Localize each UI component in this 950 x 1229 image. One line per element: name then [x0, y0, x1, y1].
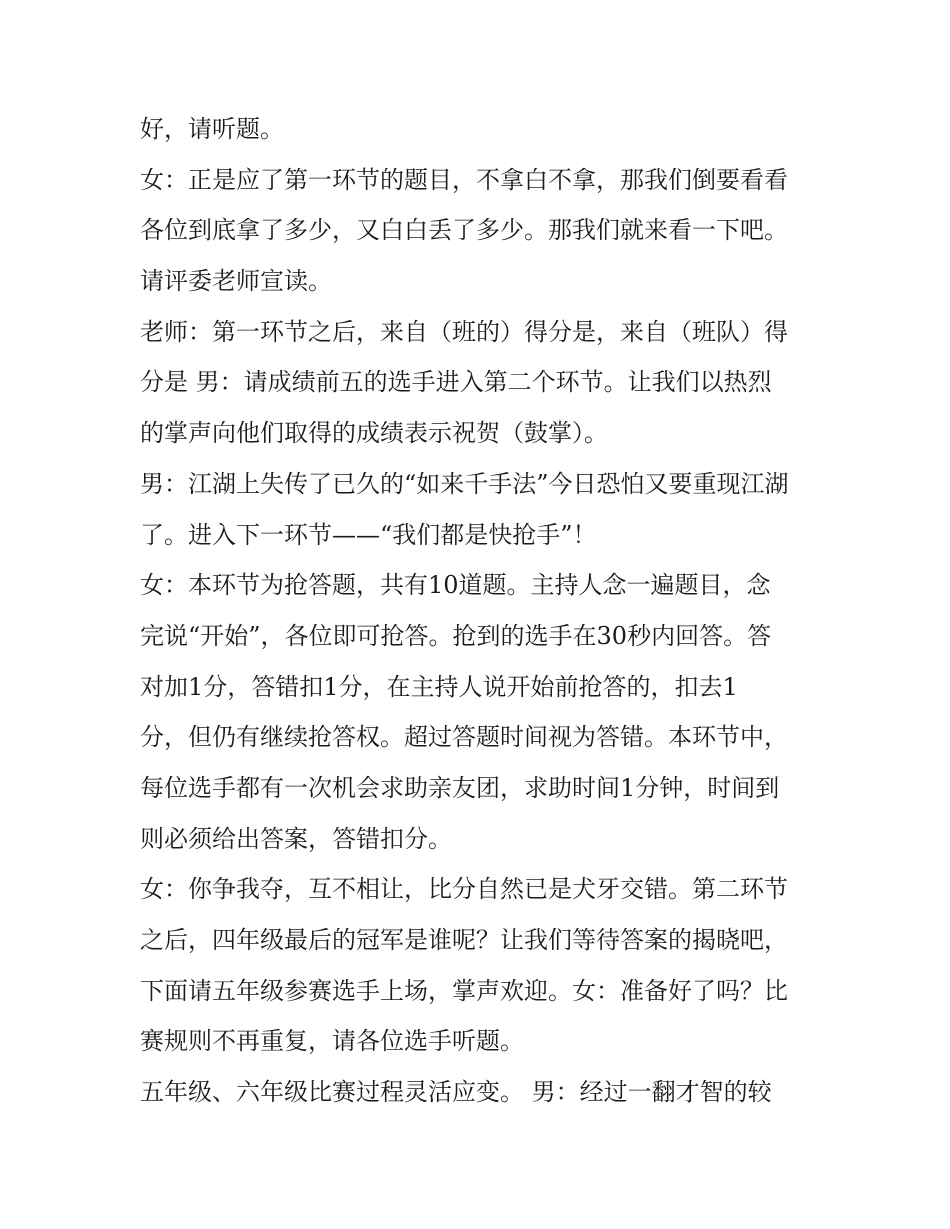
text-line: 男：江湖上失传了已久的“如来千手法”今日恐怕又要重现江湖	[140, 469, 789, 498]
text-line: 请评委老师宣读。	[140, 267, 332, 296]
text-line: 分，但仍有继续抢答权。超过答题时间视为答错。本环节中，	[140, 723, 788, 752]
text-line: 下面请五年级参赛选手上场，掌声欢迎。女：准备好了吗？比	[140, 976, 788, 1005]
text-line: 女：正是应了第一环节的题目，不拿白不拿，那我们倒要看看	[140, 165, 788, 194]
text-line: 老师：第一环节之后，来自（班的）得分是，来自（班队）得	[140, 317, 788, 346]
text-line: 对加1分，答错扣1分，在主持人说开始前抢答的，扣去1	[140, 672, 738, 701]
text-line: 五年级、六年级比赛过程灵活应变。 男：经过一翻才智的较	[140, 1078, 772, 1107]
text-line: 赛规则不再重复，请各位选手听题。	[140, 1027, 524, 1056]
text-line: 之后，四年级最后的冠军是谁呢？让我们等待答案的揭晓吧，	[140, 926, 788, 954]
text-line: 好，请听题。	[140, 115, 284, 143]
text-line: 各位到底拿了多少，又白白丢了多少。那我们就来看一下吧。	[140, 216, 788, 245]
text-line: 女：你争我夺，互不相让，比分自然已是犬牙交错。第二环节	[140, 875, 788, 904]
text-line: 女：本环节为抢答题，共有10道题。主持人念一遍题目，念	[140, 571, 771, 600]
text-line: 完说“开始”，各位即可抢答。抢到的选手在30秒内回答。答	[140, 621, 772, 650]
text-line: 每位选手都有一次机会求助亲友团，求助时间1分钟，时间到	[140, 773, 780, 802]
document-body	[140, 104, 830, 1118]
text-line: 了。进入下一环节——“我们都是快抢手”！	[140, 520, 597, 549]
text-line: 的掌声向他们取得的成绩表示祝贺（鼓掌）。	[140, 419, 608, 448]
text-line: 则必须给出答案，答错扣分。	[140, 824, 452, 853]
text-line: 分是 男：请成绩前五的选手进入第二个环节。让我们以热烈	[140, 368, 772, 397]
